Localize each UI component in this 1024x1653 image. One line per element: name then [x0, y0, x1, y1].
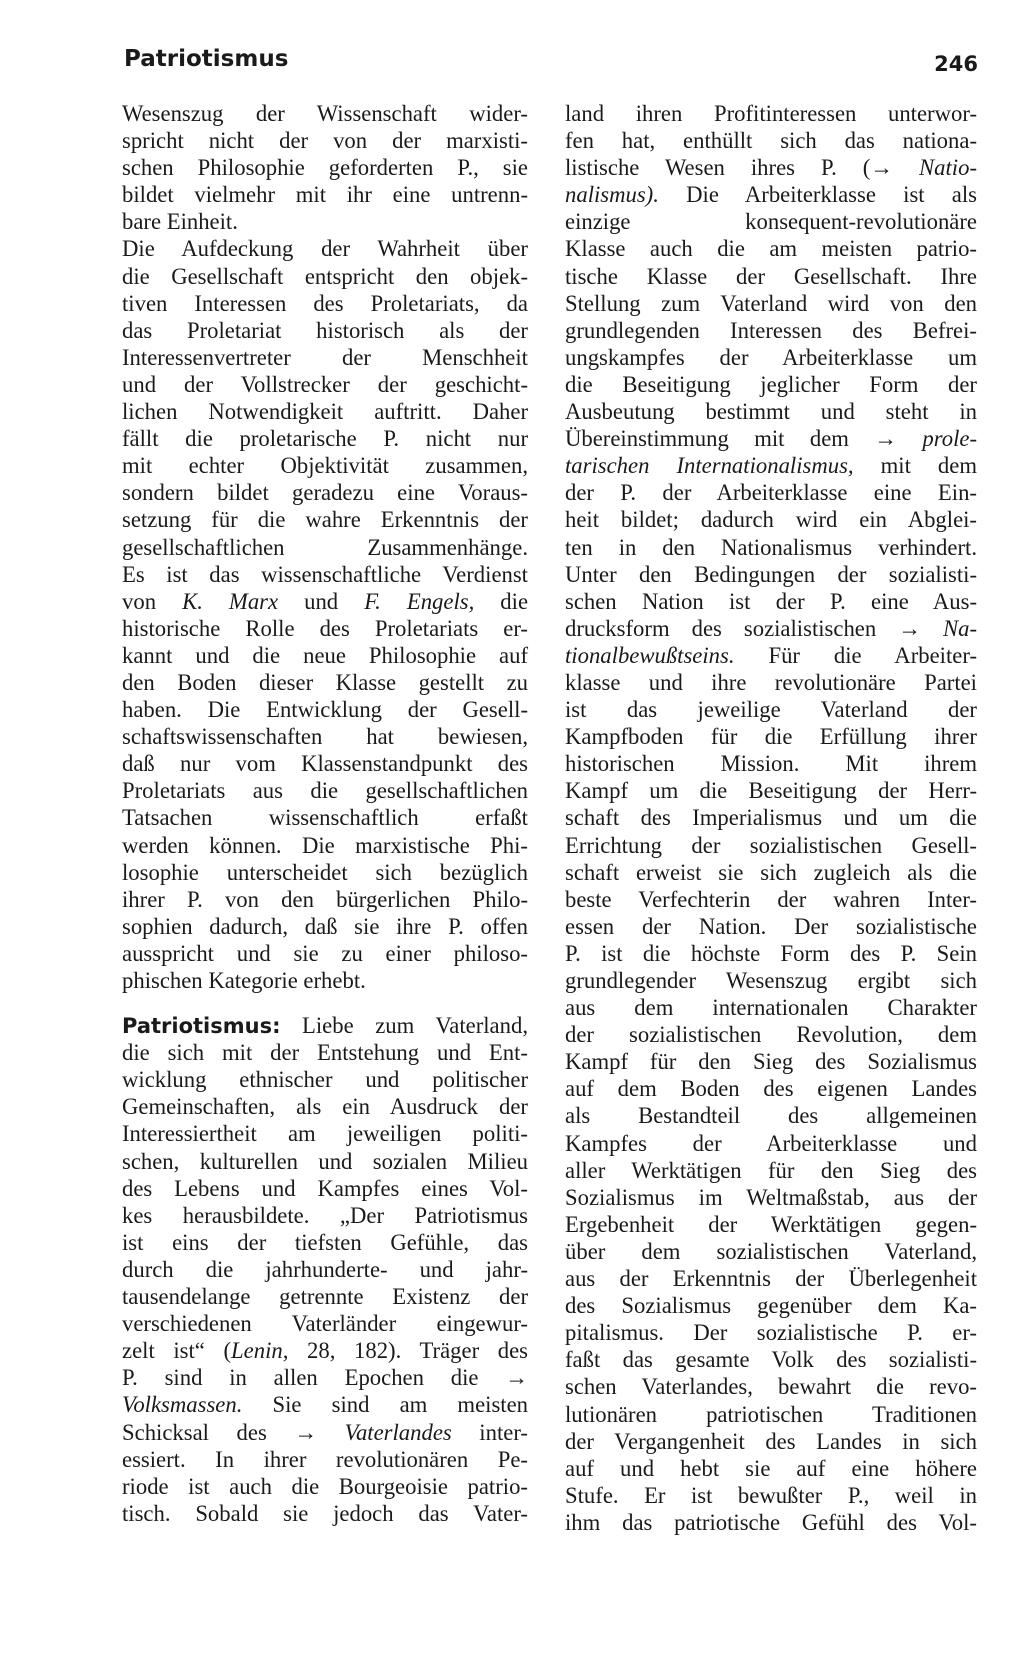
text-line: [122, 1337, 528, 1364]
text-line: ist das jeweilige Vaterland der: [565, 697, 977, 723]
text-line: [565, 181, 977, 208]
text-line: P. ist die höchste Form des P. Sein: [565, 940, 977, 966]
cross-reference: Natio-: [919, 155, 977, 181]
dictionary-entry-patriotismus: [122, 1012, 528, 1527]
text-line: fällt die proletarische P. nicht nur: [122, 426, 528, 452]
text-line: sophien dadurch, daß sie ihre P. offen: [122, 913, 528, 939]
text-line: mit echter Objektivität zusammen,: [122, 453, 528, 479]
text-line: historische Rolle des Proletariats er-: [122, 615, 528, 641]
text-segment: Schicksal des →: [122, 1419, 345, 1445]
text-line: ten in den Nationalismus verhindert.: [565, 534, 977, 560]
text-line: tisch. Sobald sie jedoch das Vater-: [122, 1500, 528, 1526]
text-line: essiert. In ihrer revolutionären Pe-: [122, 1446, 528, 1472]
text-segment: Für die Arbeiter-: [734, 642, 977, 668]
text-line: schen, kulturellen und sozialen Milieu: [122, 1148, 528, 1174]
text-line: Interessenvertreter der Menschheit: [122, 344, 528, 370]
text-line: Tatsachen wissenschaftlich erfaßt: [122, 805, 528, 831]
text-line: [122, 1419, 528, 1446]
text-line: ist eins der tiefsten Gefühle, das: [122, 1229, 528, 1255]
text-line: Gemeinschaften, als ein Ausdruck der: [122, 1094, 528, 1120]
text-line: Kampfboden für die Erfüllung ihrer: [565, 724, 977, 750]
text-line: schen Vaterlandes, bewahrt die revo-: [565, 1374, 977, 1400]
text-segment: Die Arbeiterklasse ist als: [658, 182, 977, 208]
text-segment: und: [278, 588, 365, 614]
text-line: Klasse auch die am meisten patrio-: [565, 236, 977, 262]
text-line: [565, 452, 977, 479]
text-line: auf und hebt sie auf eine höhere: [565, 1455, 977, 1481]
text-line: Interessiertheit am jeweiligen politi-: [122, 1121, 528, 1147]
text-line: losophie unterscheidet sich bezüglich: [122, 859, 528, 885]
text-segment: von: [122, 588, 183, 614]
text-segment: 28, 182). Träger des: [288, 1338, 528, 1364]
text-line: Sozialismus im Weltmaßstab, aus der: [565, 1184, 977, 1210]
text-line: die Beseitigung jeglicher Form der: [565, 371, 977, 397]
text-line: bare Einheit.: [122, 209, 238, 235]
text-line: spricht nicht der von der marxisti-: [122, 128, 528, 154]
text-line: der P. der Arbeiterklasse eine Ein-: [565, 480, 977, 506]
text-line: den Boden dieser Klasse gestellt zu: [122, 669, 528, 695]
text-segment: die: [474, 588, 529, 614]
text-line: verschiedenen Vaterländer eingewur-: [122, 1311, 528, 1337]
text-line: [565, 425, 977, 452]
text-line: der sozialistischen Revolution, dem: [565, 1022, 977, 1048]
text-segment: Liebe zum Vaterland,: [280, 1013, 528, 1039]
text-line: [565, 154, 977, 181]
text-line: sondern bildet geradezu eine Voraus-: [122, 480, 528, 506]
text-line: beste Verfechterin der wahren Inter-: [565, 886, 977, 912]
cross-reference: Vaterlandes: [344, 1419, 452, 1445]
text-line: ungskampfes der Arbeiterklasse um: [565, 344, 977, 370]
text-line: Kampfes der Arbeiterklasse und: [565, 1130, 977, 1156]
entry-lemma: Patriotismus:: [122, 1014, 281, 1039]
text-line: tische Klasse der Gesellschaft. Ihre: [565, 263, 977, 289]
text-line: tiven Interessen des Proletariats, da: [122, 290, 528, 316]
text-line: auf dem Boden des eigenen Landes: [565, 1076, 977, 1102]
text-line: fen hat, enthüllt sich das nationa-: [565, 128, 977, 154]
cross-reference: prole-: [922, 426, 977, 452]
text-line: ihm das patriotische Gefühl des Vol-: [565, 1509, 977, 1535]
text-line: des Lebens und Kampfes eines Vol-: [122, 1175, 528, 1201]
text-line: riode ist auch die Bourgeoisie patrio-: [122, 1473, 528, 1499]
author-name: F. Engels,: [364, 588, 475, 614]
text-line: schaft des Imperialismus und um die: [565, 805, 977, 831]
text-line: daß nur vom Klassenstandpunkt des: [122, 751, 528, 777]
cross-reference: tarischen Internationalismus,: [565, 453, 854, 479]
text-line: lichen Notwendigkeit auftritt. Daher: [122, 399, 528, 425]
text-line: essen der Nation. Der sozialistische: [565, 913, 977, 939]
text-line: Es ist das wissenschaftliche Verdienst: [122, 561, 528, 587]
text-line: tausendelange getrennte Existenz der: [122, 1284, 528, 1310]
cross-reference: tionalbewußtseins.: [565, 642, 735, 668]
text-segment: listische Wesen ihres P. (→: [565, 155, 920, 181]
text-line: Ausbeutung bestimmt und steht in: [565, 399, 977, 425]
cross-reference: Volksmassen.: [122, 1392, 243, 1418]
paragraph-continuation: [122, 100, 528, 235]
running-head: Patriotismus: [124, 46, 289, 72]
text-line: haben. Die Entwicklung der Gesell-: [122, 697, 528, 723]
text-line: faßt das gesamte Volk des sozialisti-: [565, 1347, 977, 1373]
page-number: 246: [934, 52, 978, 76]
text-line: grundlegenden Interessen des Befrei-: [565, 317, 977, 343]
text-line: Wesenszug der Wissenschaft wider-: [122, 101, 528, 126]
text-line: einzige konsequent-revolutionäre: [565, 209, 977, 235]
text-line: aus dem internationalen Charakter: [565, 995, 977, 1021]
text-line: schen Nation ist der P. eine Aus-: [565, 588, 977, 614]
author-name: K. Marx: [182, 588, 279, 614]
entry-spacer: [122, 994, 528, 1012]
text-line: Proletariats aus die gesellschaftlichen: [122, 778, 528, 804]
text-line: setzung für die wahre Erkenntnis der: [122, 507, 528, 533]
text-line: pitalismus. Der sozialistische P. er-: [565, 1320, 977, 1346]
text-line: ausspricht und sie zu einer philoso-: [122, 940, 528, 966]
text-segment: drucksform des sozialistischen →: [565, 615, 943, 641]
text-line: [122, 588, 528, 615]
text-line: aus der Erkenntnis der Überlegenheit: [565, 1266, 977, 1292]
text-line: Die Aufdeckung der Wahrheit über: [122, 236, 528, 262]
text-line: klasse und ihre revolutionäre Partei: [565, 669, 977, 695]
right-column: [565, 100, 977, 1536]
text-line: [122, 1391, 528, 1418]
text-line: Stufe. Er ist bewußter P., weil in: [565, 1482, 977, 1508]
text-line: durch die jahrhunderte- und jahr-: [122, 1256, 528, 1282]
text-line: Kampf für den Sieg des Sozialismus: [565, 1049, 977, 1075]
left-column: [122, 100, 528, 1527]
text-line: kannt und die neue Philosophie auf: [122, 642, 528, 668]
text-line: des Sozialismus gegenüber dem Ka-: [565, 1293, 977, 1319]
text-line: schen Philosophie geforderten P., sie: [122, 155, 528, 181]
text-line: als Bestandteil des allgemeinen: [565, 1103, 977, 1129]
text-line: wicklung ethnischer und politischer: [122, 1067, 528, 1093]
cross-reference: Na-: [942, 615, 977, 641]
text-line: lutionären patriotischen Traditionen: [565, 1401, 977, 1427]
text-line: [565, 642, 977, 669]
text-line: [565, 615, 977, 642]
paragraph-truth: [122, 235, 528, 994]
text-line: über dem sozialistischen Vaterland,: [565, 1238, 977, 1264]
text-line: Unter den Bedingungen der sozialisti-: [565, 561, 977, 587]
text-line: das Proletariat historisch als der: [122, 317, 528, 343]
text-line: aller Werktätigen für den Sieg des: [565, 1157, 977, 1183]
text-line: kes herausbildete. „Der Patriotismus: [122, 1202, 528, 1228]
cross-reference: nalismus).: [565, 182, 659, 208]
text-line: schaft erweist sie sich zugleich als die: [565, 859, 977, 885]
text-line: historischen Mission. Mit ihrem: [565, 751, 977, 777]
text-line: grundlegender Wesenszug ergibt sich: [565, 968, 977, 993]
text-line: land ihren Profitinteressen unterwor-: [565, 101, 977, 126]
text-line: gesellschaftlichen Zusammenhänge.: [122, 534, 528, 560]
text-segment: inter-: [451, 1419, 528, 1445]
text-segment: Sie sind am meisten: [242, 1392, 528, 1418]
text-line: heit bildet; dadurch wird ein Abglei-: [565, 507, 977, 533]
text-line: ihrer P. von den bürgerlichen Philo-: [122, 886, 528, 912]
text-segment: zelt ist“ (: [122, 1338, 232, 1364]
text-line: [122, 1012, 528, 1039]
text-line: P. sind in allen Epochen die →: [122, 1365, 528, 1391]
text-line: Errichtung der sozialistischen Gesell-: [565, 832, 977, 858]
text-line: die Gesellschaft entspricht den objek-: [122, 263, 528, 289]
text-line: schaftswissenschaften hat bewiesen,: [122, 724, 528, 750]
text-line: phischen Kategorie erhebt.: [122, 968, 366, 993]
text-line: der Vergangenheit des Landes in sich: [565, 1428, 977, 1454]
text-line: Stellung zum Vaterland wird von den: [565, 290, 977, 316]
text-line: werden können. Die marxistische Phi-: [122, 832, 528, 858]
text-line: Kampf um die Beseitigung der Herr-: [565, 778, 977, 804]
text-line: Ergebenheit der Werktätigen gegen-: [565, 1211, 977, 1237]
text-line: bildet vielmehr mit ihr eine untrenn-: [122, 182, 528, 208]
text-segment: Übereinstimmung mit dem →: [565, 426, 923, 452]
text-line: und der Vollstrecker der geschicht-: [122, 371, 528, 397]
author-name: Lenin,: [231, 1338, 289, 1364]
text-line: die sich mit der Entstehung und Ent-: [122, 1040, 528, 1066]
text-segment: mit dem: [853, 453, 977, 479]
